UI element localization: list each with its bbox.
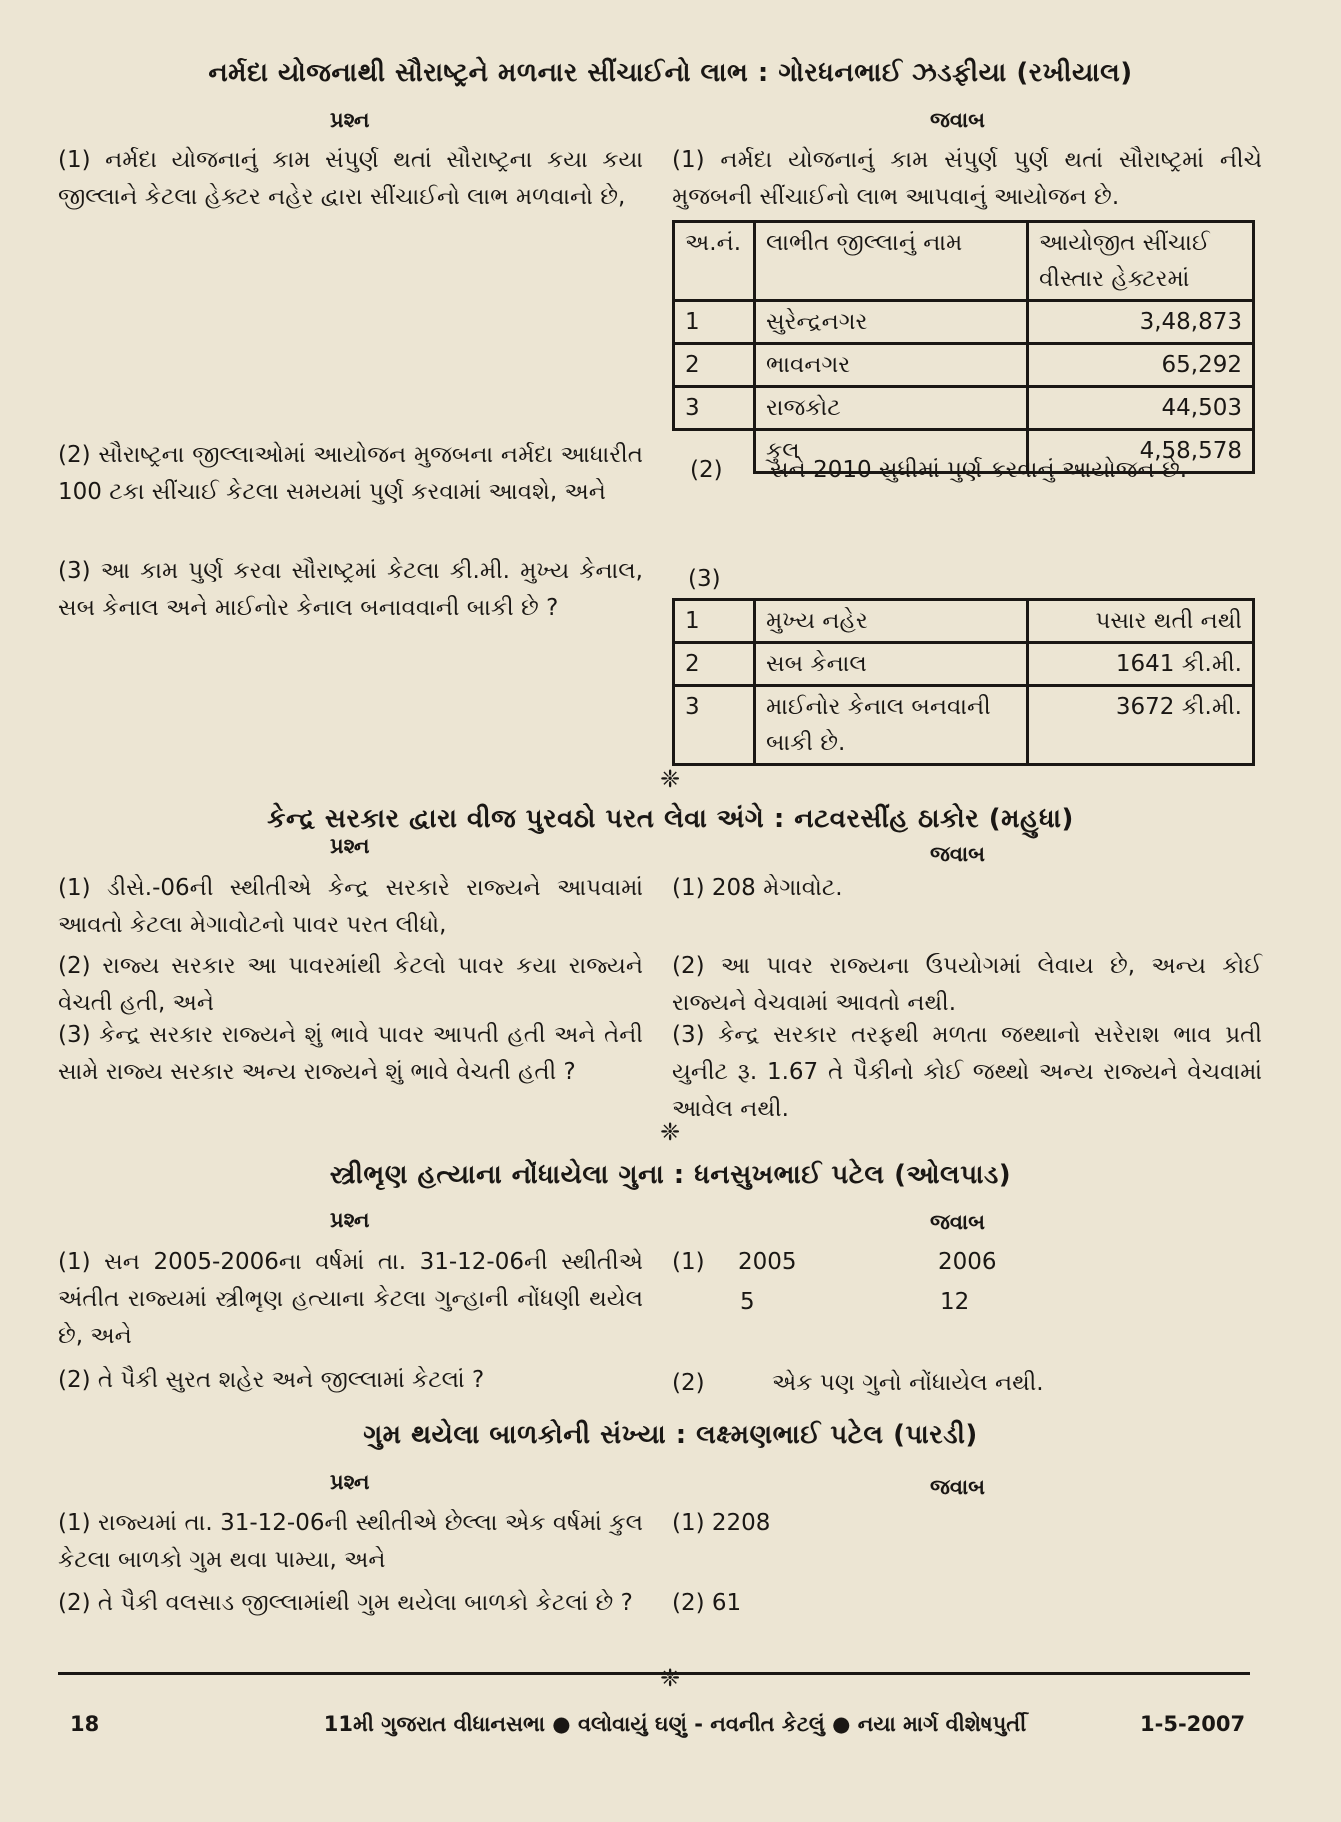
footer-date: 1-5-2007	[1140, 1712, 1246, 1736]
section-separator-icon: ❈	[659, 1664, 681, 1692]
section-3-answer-2-text: એક પણ ગુનો નોંધાયેલ નથી.	[772, 1370, 1044, 1396]
section-2-answer-3: (3) કેન્દ્ર સરકાર તરફથી મળતા જથ્થાનો સરેરાશ ભાવ પ્રતી યુનીટ રૂ. 1.67 તે પૈકીનો કોઈ જથ્થો અન્ય રાજ્યને વેચવામાં આવેલ નથી.	[672, 1022, 1262, 1122]
section-4-title: ગુમ થયેલા બાળકોની સંખ્યા : લક્ષ્મણભાઈ પટેલ (પારડી)	[363, 1420, 978, 1450]
table-row	[674, 344, 1254, 387]
table-cell: પસાર થતી નથી	[1028, 600, 1254, 643]
table-cell: સુરેન્દ્રનગર	[755, 301, 1028, 344]
section-4-answer-head: જવાબ	[930, 1475, 985, 1499]
table-cell: 2	[674, 344, 755, 387]
footer-divider	[58, 1672, 1250, 1675]
table-row	[674, 686, 1254, 765]
table-cell: 3	[674, 686, 755, 765]
table-cell: કુલ	[755, 430, 1028, 473]
table-row	[674, 301, 1254, 344]
table-cell: 2	[674, 643, 755, 686]
section-1-answer-2-number: (2)	[690, 457, 723, 483]
section-3-question-head: પ્રશ્ન	[330, 1208, 370, 1232]
section-1-answer-1-intro: (1) નર્મદા યોજનાનું કામ સંપુર્ણ પુર્ણ થતાં સૌરાષ્ટ્રમાં નીચે મુજબની સીંચાઈનો લાભ આપવાનું આયોજન છે.	[672, 147, 1262, 210]
table-header-cell: અ.નં.	[674, 222, 755, 301]
table-header-row	[674, 222, 1254, 301]
section-4-question-head: પ્રશ્ન	[330, 1470, 370, 1494]
section-2-question-3: (3) કેન્દ્ર સરકાર રાજ્યને શું ભાવે પાવર આપતી હતી અને તેની સામે રાજ્ય સરકાર અન્ય રાજ્યને શું ભાવે વેચતી હતી ?	[58, 1022, 643, 1085]
table-cell: 44,503	[1028, 387, 1254, 430]
section-3-answer-value-2006: 12	[940, 1289, 970, 1315]
section-3-question-1: (1) સન 2005-2006ના વર્ષમાં તા. 31-12-06ની સ્થીતીએ અંતીત રાજ્યમાં સ્ત્રીભૃણ હત્યાના કેટલા ગુન્હાની નોંધણી થયેલ છે, અને	[58, 1249, 643, 1349]
table-cell: ભાવનગર	[755, 344, 1028, 387]
section-3-answer-head: જવાબ	[930, 1210, 985, 1234]
table-cell: મુખ્ય નહેર	[755, 600, 1028, 643]
section-1-question-head: પ્રશ્ન	[330, 108, 370, 132]
section-1-question-3: (3) આ કામ પુર્ણ કરવા સૌરાષ્ટ્રમાં કેટલા કી.મી. મુખ્ય કેનાલ, સબ કેનાલ અને માઈનોર કેનાલ બનાવવાની બાકી છે ?	[58, 558, 643, 621]
footer-publication-title: 11મી ગુજરાત વીધાનસભા ● વલોવાયું ઘણું - નવનીત કેટલું ● નયા માર્ગ વીશેષપુર્તી	[323, 1712, 1027, 1736]
table-row	[674, 643, 1254, 686]
section-4-answer-2: (2) 61	[672, 1590, 742, 1616]
section-2-question-2: (2) રાજ્ય સરકાર આ પાવરમાંથી કેટલો પાવર કયા રાજ્યને વેચતી હતી, અને	[58, 953, 643, 1016]
section-3-answer-year-2005: 2005	[738, 1249, 797, 1275]
section-separator-icon: ❈	[659, 1118, 681, 1146]
section-4-answer-1: (1) 2208	[672, 1510, 771, 1536]
section-2-title: કેન્દ્ર સરકાર દ્વારા વીજ પુરવઠો પરત લેવા અંગે : નટવરસીંહ ઠાકોર (મહુધા)	[267, 804, 1074, 834]
table-cell: સબ કેનાલ	[755, 643, 1028, 686]
section-3-title: સ્ત્રીભૃણ હત્યાના નોંધાયેલા ગુના : ધનસુખભાઈ પટેલ (ઓલપાડ)	[329, 1160, 1012, 1190]
table-cell: 3,48,873	[1028, 301, 1254, 344]
section-2-answer-1: (1) 208 મેગાવોટ.	[672, 875, 843, 901]
table-cell: 65,292	[1028, 344, 1254, 387]
table-cell: 3	[674, 387, 755, 430]
table-cell: માઈનોર કેનાલ બનવાની બાકી છે.	[755, 686, 1028, 765]
section-2-question-1: (1) ડીસે.-06ની સ્થીતીએ કેન્દ્ર સરકારે રાજ્યને આપવામાં આવતો કેટલા મેગાવોટનો પાવર પરત લીધો,	[58, 875, 643, 938]
table-header-cell: આયોજીત સીંચાઈ વીસ્તાર હેક્ટરમાં	[1028, 222, 1254, 301]
section-2-question-head: પ્રશ્ન	[330, 834, 370, 858]
section-1-irrigation-table	[672, 220, 1255, 474]
section-1-question-2: (2) સૌરાષ્ટ્રના જીલ્લાઓમાં આયોજન મુજબના નર્મદા આધારીત 100 ટકા સીંચાઈ કેટલા સમયમાં પુર્ણ કરવામાં આવશે, અને	[58, 442, 643, 505]
table-cell: રાજકોટ	[755, 387, 1028, 430]
page-number: 18	[70, 1712, 100, 1736]
table-cell: 4,58,578	[1028, 430, 1254, 473]
section-1-canal-table	[672, 598, 1255, 766]
section-3-answer-value-2005: 5	[740, 1289, 755, 1315]
table-row	[674, 600, 1254, 643]
section-2-answer-head: જવાબ	[930, 842, 985, 866]
section-4-question-2: (2) તે પૈકી વલસાડ જીલ્લામાંથી ગુમ થયેલા બાળકો કેટલાં છે ?	[58, 1590, 633, 1616]
table-cell: 1	[674, 600, 755, 643]
table-cell: 1641 કી.મી.	[1028, 643, 1254, 686]
section-3-question-2: (2) તે પૈકી સુરત શહેર અને જીલ્લામાં કેટલાં ?	[58, 1367, 485, 1393]
section-1-answer-3-label: (3)	[688, 566, 721, 592]
section-1-question-1: (1) નર્મદા યોજનાનું કામ સંપુર્ણ થતાં સૌરાષ્ટ્રના કયા કયા જીલ્લાને કેટલા હેક્ટર નહેર દ્વારા સીંચાઈનો લાભ મળવાનો છે,	[58, 147, 643, 210]
section-1-answer-2-text: સને 2010 સુધીમાં પુર્ણ કરવાનું આયોજન છે.	[770, 457, 1188, 483]
section-3-answer-1-number: (1)	[672, 1249, 705, 1275]
section-1-title: નર્મદા યોજનાથી સૌરાષ્ટ્રને મળનાર સીંચાઈનો લાભ : ગોરધનભાઈ ઝડફીયા (રખીયાલ)	[208, 58, 1133, 88]
table-header-cell: લાભીત જીલ્લાનું નામ	[755, 222, 1028, 301]
section-2-answer-2: (2) આ પાવર રાજ્યના ઉપયોગમાં લેવાય છે, અન્ય કોઈ રાજ્યને વેચવામાં આવતો નથી.	[672, 953, 1262, 1016]
section-3-answer-year-2006: 2006	[938, 1249, 997, 1275]
table-cell: 1	[674, 301, 755, 344]
section-separator-icon: ❈	[659, 765, 681, 793]
table-row	[674, 387, 1254, 430]
section-3-answer-2-number: (2)	[672, 1370, 705, 1396]
table-cell: 3672 કી.મી.	[1028, 686, 1254, 765]
section-4-question-1: (1) રાજ્યમાં તા. 31-12-06ની સ્થીતીએ છેલ્લા એક વર્ષમાં કુલ કેટલા બાળકો ગુમ થવા પામ્યા, અને	[58, 1510, 643, 1573]
section-1-answer-head: જવાબ	[930, 108, 985, 132]
